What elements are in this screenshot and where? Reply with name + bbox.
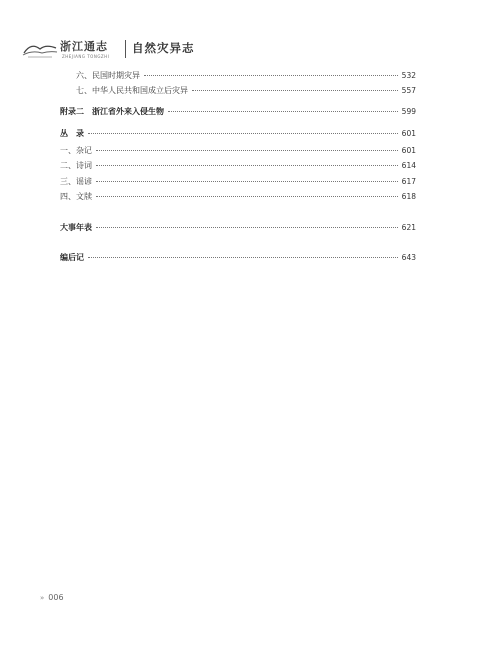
dot-leader xyxy=(88,257,398,258)
toc-entry[interactable] xyxy=(60,192,416,202)
toc-entry-label: 二、诗词 xyxy=(60,161,92,170)
toc-entry-page: 618 xyxy=(401,192,416,201)
book-title: 自然灾异志 xyxy=(132,41,195,55)
dot-leader xyxy=(96,165,398,166)
toc-entry-page: 557 xyxy=(401,86,416,95)
toc-entry-label: 大事年表 xyxy=(60,223,92,232)
toc-entry-page: 599 xyxy=(401,107,416,116)
toc-entry[interactable] xyxy=(60,177,416,187)
toc-entry-label: 附录二 浙江省外来入侵生物 xyxy=(60,107,164,116)
toc-entry-page: 601 xyxy=(401,146,416,155)
toc-entry-page: 614 xyxy=(401,161,416,170)
page-number: 006 xyxy=(48,593,64,602)
toc-entry-page: 621 xyxy=(401,223,416,232)
toc-entry[interactable] xyxy=(60,107,416,117)
toc-entry-label: 编后记 xyxy=(60,253,84,262)
toc-entry[interactable] xyxy=(60,253,416,263)
toc-entry[interactable] xyxy=(60,146,416,156)
toc-entry[interactable] xyxy=(60,161,416,171)
toc-entry[interactable] xyxy=(76,71,416,81)
toc-entry-label: 一、杂记 xyxy=(60,146,92,155)
toc-entry-label: 七、中华人民共和国成立后灾异 xyxy=(76,86,188,95)
toc-entry[interactable] xyxy=(60,223,416,233)
toc-entry-page: 601 xyxy=(401,129,416,138)
toc-entry[interactable] xyxy=(60,129,416,139)
dot-leader xyxy=(192,90,398,91)
series-title: 浙江通志 xyxy=(60,40,108,53)
toc-entry-label: 三、谣谚 xyxy=(60,177,92,186)
dot-leader xyxy=(96,181,398,182)
double-chevron-right-icon: » xyxy=(40,594,45,602)
dot-leader xyxy=(144,75,398,76)
toc-entry[interactable] xyxy=(76,86,416,96)
toc-entry-label: 六、民国时期灾异 xyxy=(76,71,140,80)
series-subtitle: ZHEJIANG TONGZHI xyxy=(62,54,110,59)
page-footer xyxy=(40,593,64,602)
toc-entry-page: 617 xyxy=(401,177,416,186)
dot-leader xyxy=(168,111,398,112)
dot-leader xyxy=(96,150,398,151)
toc-entry-label: 四、文牍 xyxy=(60,192,92,201)
dot-leader xyxy=(96,227,398,228)
dot-leader xyxy=(88,133,398,134)
toc-entry-page: 532 xyxy=(401,71,416,80)
toc-entry-page: 643 xyxy=(401,253,416,262)
dot-leader xyxy=(96,196,398,197)
toc-entry-label: 丛 录 xyxy=(60,129,84,138)
